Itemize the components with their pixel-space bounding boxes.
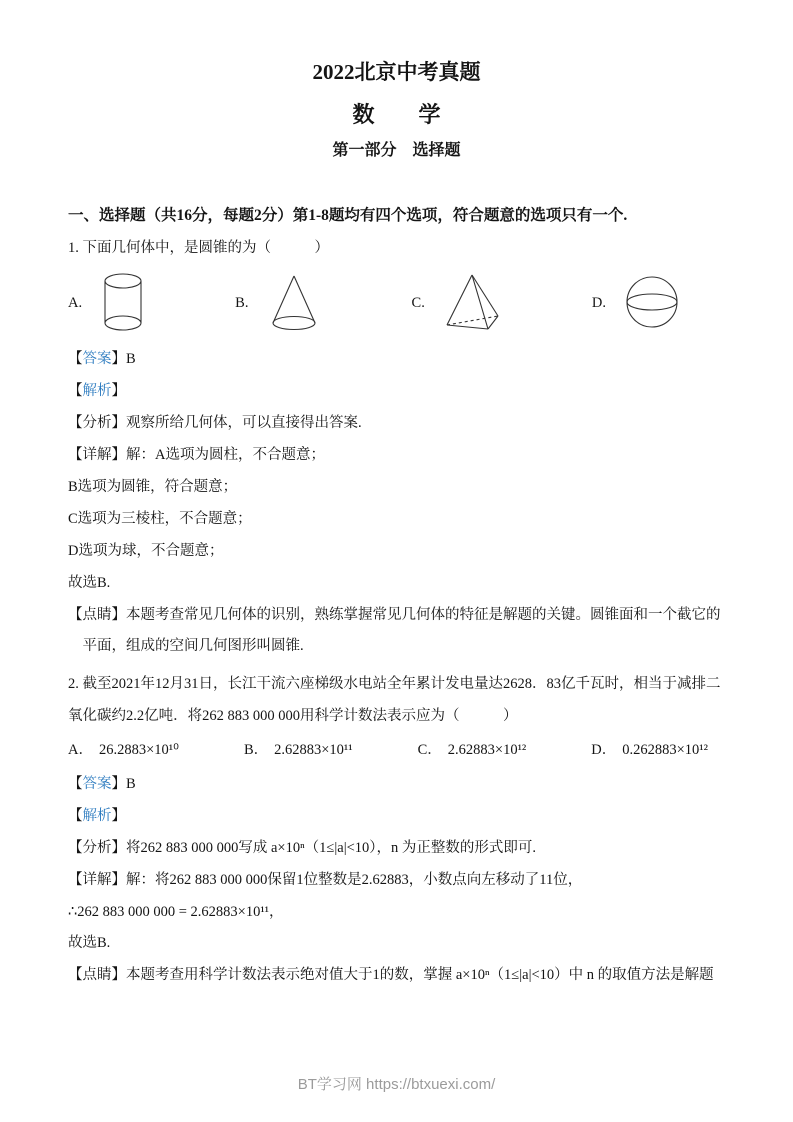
q1-para-option-c: C选项为三棱柱，不合题意； (68, 510, 252, 527)
option-b (244, 735, 353, 767)
option-a-label: A. (68, 294, 83, 311)
q1-para-option-d: D选项为球，不合题意； (68, 542, 224, 559)
section-heading: 第一部分 选择题 (332, 142, 461, 159)
q1-para-xiangjie: 【详解】解：A选项为圆柱，不合题意； (68, 447, 325, 464)
q1-answer-value: B (126, 351, 136, 368)
answer-tag: 答案 (82, 351, 112, 368)
option-a-math: 26.2883×10¹⁰ (98, 742, 179, 759)
q1-para-option-b: B选项为圆锥，符合题意； (68, 479, 238, 495)
q1-analysis-line (68, 376, 725, 408)
q2-para-fenxi: 【分析】将262 883 000 000写成 a×10ⁿ（1≤|a|<10），n 为正整数的形式即可. (68, 839, 537, 856)
bracket-right: 】 (111, 351, 126, 368)
q1-answer-line (68, 344, 725, 376)
option-c (418, 735, 527, 767)
bracket-right: 】 (111, 383, 126, 400)
option-b-math: 2.62883×10¹¹ (274, 742, 353, 759)
bracket-right: 】 (111, 807, 126, 824)
analysis-tag: 解析 (82, 383, 112, 400)
bracket-left: 【 (68, 351, 83, 368)
q2-analysis-line (68, 801, 725, 833)
q1-para-fenxi: 【分析】观察所给几何体，可以直接得出答案. (68, 415, 362, 432)
q2-para-xiangjie: 【详解】解：将262 883 000 000保留1位整数是2.62883，小数点向左移动了11位， (68, 871, 583, 888)
analysis-tag: 解析 (82, 807, 112, 824)
bracket-right: 】 (111, 776, 126, 793)
option-c (412, 272, 503, 334)
question-2-options-row (68, 735, 708, 767)
question-2-stem: 2. 截至2021年12月31日，长江干流六座梯级水电站全年累计发电量达2628．83亿千瓦时，相当于减排二氧化碳约2.2亿吨．将262 883 000 000用科学计数法表示应为（ ） (68, 676, 721, 725)
bracket-left: 【 (68, 776, 83, 793)
cone-figure (266, 273, 322, 333)
answer-tag: 答案 (82, 776, 112, 793)
sphere-figure (624, 274, 680, 332)
q1-para-conclusion: 故选B. (68, 574, 111, 591)
q2-answer-line (68, 769, 725, 801)
option-d (591, 735, 708, 767)
document-title: 2022北京中考真题 (312, 60, 481, 84)
option-c-math: 2.62883×10¹² (447, 742, 527, 759)
question-1-stem: 1. 下面几何体中，是圆锥的为（ ） (68, 239, 329, 256)
option-b (235, 273, 322, 333)
cylinder-figure (100, 272, 146, 334)
q2-para-conclusion: 故选B. (68, 935, 111, 952)
option-d-math: 0.262883×10¹² (622, 742, 708, 759)
q1-para-dianjing: 【点睛】本题考查常见几何体的识别，熟练掌握常见几何体的特征是解题的关键。圆锥面和一个截它的平面，组成的空间几何图形叫圆锥. (68, 606, 721, 655)
section-instructions: 一、选择题（共16分，每题2分）第1-8题均有四个选项，符合题意的选项只有一个. (68, 207, 628, 224)
option-c-label: C． (417, 742, 442, 759)
option-d-label: D． (591, 742, 617, 759)
triangular-pyramid-figure (443, 272, 503, 334)
subject-title: 数 学 (352, 102, 441, 127)
option-a-label: A． (68, 742, 93, 759)
option-d-label: D. (591, 294, 606, 311)
q2-para-therefore: ∴262 883 000 000 = 2.62883×10¹¹， (68, 903, 284, 920)
question-1-options-row (68, 272, 680, 334)
option-a (68, 735, 179, 767)
option-b-label: B． (243, 742, 269, 759)
bracket-left: 【 (68, 807, 83, 824)
option-b-label: B. (235, 294, 249, 311)
q2-answer-value: B (126, 776, 136, 793)
option-a (68, 272, 146, 334)
option-c-label: C. (411, 294, 425, 311)
option-d (592, 274, 680, 332)
q2-para-dianjing: 【点睛】本题考查用科学计数法表示绝对值大于1的数，掌握 a×10ⁿ（1≤|a|<10）中 n 的取值方法是解题 (68, 967, 714, 984)
bracket-left: 【 (68, 383, 83, 400)
site-watermark: BT学习网 https://btxuexi.com/ (297, 1076, 496, 1093)
